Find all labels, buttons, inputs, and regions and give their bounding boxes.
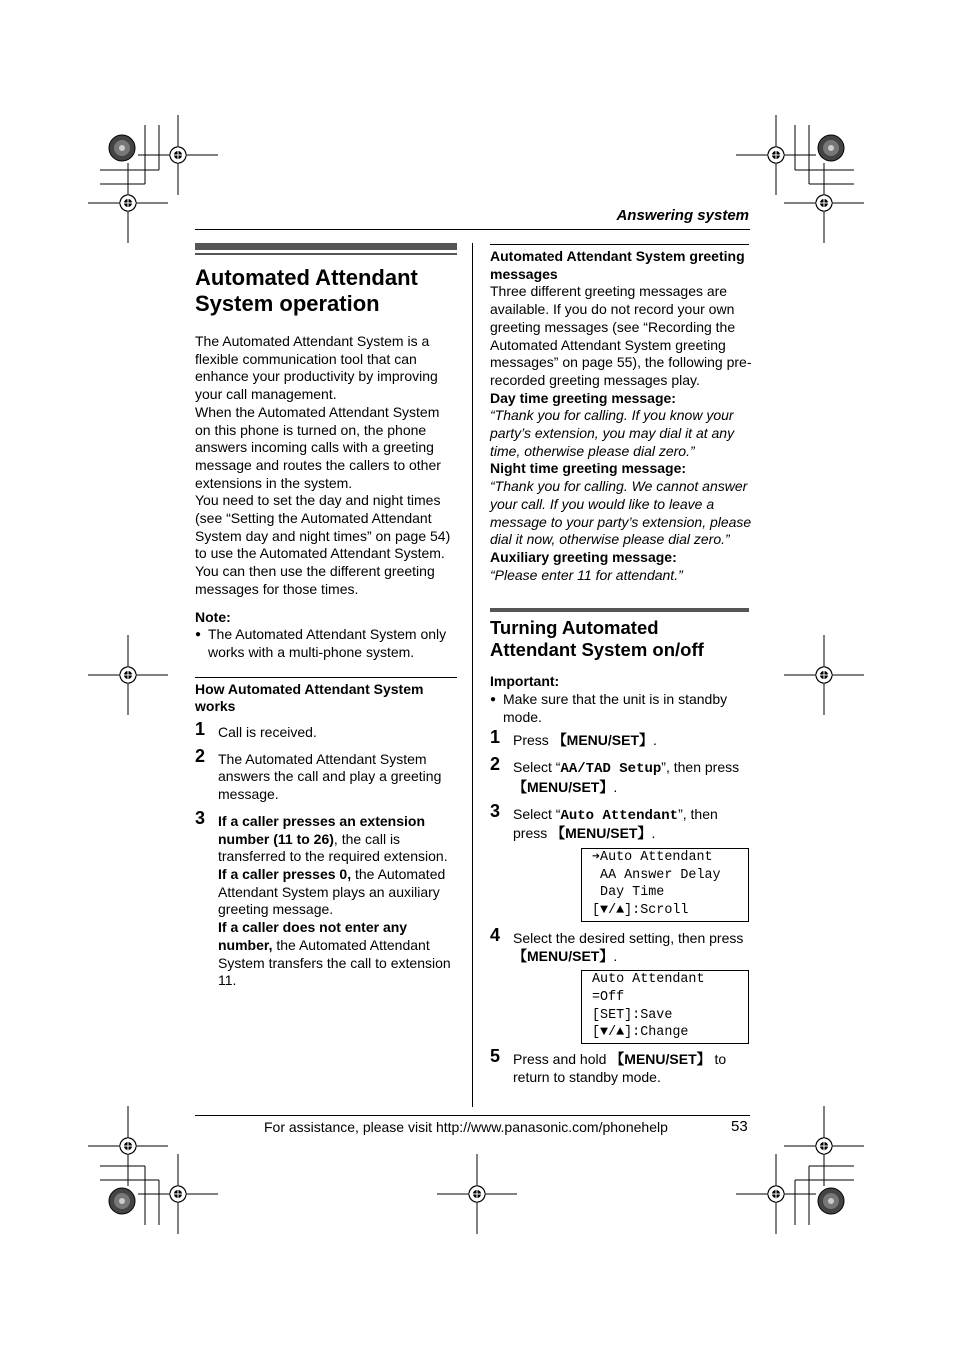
section-bar (490, 608, 749, 612)
section-title-line1: Turning Automated (490, 617, 659, 639)
step-number: 1 (490, 727, 501, 748)
crosshair-icon (88, 163, 168, 243)
header-rule (195, 229, 750, 230)
step-2 (195, 745, 457, 804)
step-number: 2 (195, 745, 206, 766)
greetings-heading: Automated Attendant System greeting messages (490, 244, 749, 283)
important-item: ● Make sure that the unit is in standby mode. (490, 691, 752, 726)
step-detail: , the call is transferred to the required extension. (218, 830, 448, 865)
menu-set-key: 【MENU/SET】 (551, 825, 652, 842)
aux-greeting-label: Auxiliary greeting message: (490, 548, 677, 565)
step-emphasis: If a caller presses 0, (218, 865, 352, 882)
footer-assistance: For assistance, please visit http://www.panasonic.com/phonehelp (264, 1119, 668, 1135)
step-text-part: . (653, 732, 657, 749)
step-text (513, 806, 752, 843)
step-text-part: to return to standby mode. (513, 1051, 727, 1085)
step-text (513, 759, 752, 796)
crosshair-icon (138, 1154, 218, 1234)
day-greeting-text: “Thank you for calling. If you know your party’s extension, you may dial it at any time, otherwise please dial zero.” (490, 407, 735, 459)
lcd-line: =Off (592, 989, 625, 1005)
crosshair-icon (88, 635, 168, 715)
step-number: 1 (195, 719, 206, 740)
step-text-part: Press and hold (513, 1051, 611, 1068)
note-label: Note: (195, 608, 231, 625)
intro-paragraph: When the Automated Attendant System on this phone is turned on, the phone answers incoming calls with a greeting message and routes the callers to other extensions in the system. (195, 403, 441, 491)
color-target-icon (818, 1188, 844, 1214)
night-greeting-text: “Thank you for calling. We cannot answer your call. If you would like to leave a message to your party’s extension, please dial it now, otherwise please dial zero.” (490, 478, 752, 548)
step-text-part: ”, then press (513, 805, 718, 842)
step-detail: the Automated Attendant System plays an auxiliary greeting message. (218, 865, 446, 918)
how-it-works-heading: How Automated Attendant System works (195, 677, 457, 716)
step-1 (195, 719, 457, 742)
step-text-part: Select “ (513, 759, 561, 776)
step-emphasis: If a caller does not enter any number, (218, 919, 408, 953)
lcd-line: Day Time (592, 885, 665, 901)
section-title-line2: Attendant System on/off (490, 639, 704, 661)
step-number: 2 (490, 754, 501, 775)
section-title-onoff (490, 617, 752, 661)
step-number: 3 (490, 800, 501, 821)
page-title-line2: System operation (195, 291, 380, 316)
step-text-part: . (613, 947, 618, 964)
lcd-line: Auto Attendant (592, 972, 705, 988)
menu-set-key: 【MENU/SET】 (610, 1051, 711, 1068)
step-text-part: Press (513, 732, 553, 749)
step-text (513, 1051, 752, 1086)
onoff-step-3 (490, 800, 752, 843)
lcd-line: AA Answer Delay (592, 867, 721, 883)
right-column (490, 244, 752, 1086)
step-text (513, 732, 752, 750)
step-text-part: Select the desired setting, then press (513, 929, 744, 946)
step-text (218, 866, 457, 919)
aux-greeting-text: “Please enter 11 for attendant.” (490, 566, 683, 583)
lcd-line: ➔Auto Attendant (592, 849, 713, 865)
lcd-line: [▼/▲]:Change (592, 1025, 689, 1041)
step-text (218, 919, 457, 990)
lcd-line: [SET]:Save (592, 1007, 673, 1023)
crosshair-icon (736, 115, 816, 195)
important-label: Important: (490, 673, 560, 690)
lcd-display-setting (581, 970, 749, 1044)
step-text: Call is received. (218, 724, 317, 741)
onoff-step-2 (490, 754, 752, 796)
night-greeting-label: Night time greeting message: (490, 460, 687, 477)
crosshair-icon (784, 163, 864, 243)
page-title-line1: Automated Attendant (195, 265, 418, 290)
column-divider (472, 243, 473, 1107)
onoff-step-4 (490, 924, 752, 965)
page-number: 53 (731, 1118, 748, 1135)
menu-set-key: 【MENU/SET】 (513, 778, 614, 795)
page-title (195, 265, 457, 317)
greetings-intro: Three different greeting messages are available. If you do not record your own greeting messages (see “Recording the Automated Attendant System greeting messages” on page 55), the following pre-recorded greeting messages play. (490, 283, 752, 388)
step-3 (195, 807, 457, 990)
step-number: 4 (490, 924, 501, 945)
crosshair-icon (736, 1154, 816, 1234)
step-text-part: ”, then press (661, 759, 740, 776)
step-text-part: Select “ (513, 805, 561, 822)
step-text-part: . (613, 778, 618, 795)
note-item: ● The Automated Attendant System only works with a multi-phone system. (195, 626, 457, 661)
crosshair-icon (138, 115, 218, 195)
color-target-icon (818, 135, 844, 161)
menu-set-key: 【MENU/SET】 (552, 732, 654, 749)
onoff-step-5 (490, 1046, 752, 1086)
menu-item-code: Auto Attendant (560, 807, 679, 824)
onoff-step-1 (490, 727, 752, 750)
color-target-icon (109, 135, 135, 161)
step-text (218, 813, 457, 866)
menu-set-key: 【MENU/SET】 (513, 947, 614, 964)
color-target-icon (109, 1188, 135, 1214)
step-detail: the Automated Attendant System transfers the call to extension 11. (218, 936, 451, 989)
lcd-line: [▼/▲]:Scroll (592, 903, 689, 919)
left-column (195, 243, 457, 990)
step-text: The Automated Attendant System answers the call and play a greeting message. (218, 750, 442, 803)
crosshair-icon (784, 1106, 864, 1186)
footer-rule (195, 1115, 750, 1116)
lcd-display-menu (581, 848, 749, 922)
step-number: 5 (490, 1046, 501, 1067)
day-greeting-label: Day time greeting message: (490, 389, 676, 406)
step-text (513, 930, 752, 965)
crosshair-icon (88, 1106, 168, 1186)
crosshair-icon (437, 1154, 517, 1234)
step-emphasis: If a caller presses an extension number (11 to 26) (218, 812, 425, 847)
menu-item-code: AA/TAD Setup (560, 761, 662, 778)
step-number: 3 (195, 807, 206, 828)
title-bar-thin (195, 253, 457, 255)
step-text-part: . (651, 825, 656, 842)
section-title: Answering system (616, 207, 749, 224)
intro-paragraph: The Automated Attendant System is a flexible communication tool that can enhance your productivity by improving your call management. (195, 333, 438, 403)
title-bar-thick (195, 243, 457, 250)
intro-paragraph: You need to set the day and night times (see “Setting the Automated Attendant System day and night times” on page 54) to use the Automated Attendant System. You can then use the different greeting messages for those times. (195, 492, 451, 597)
crosshair-icon (784, 635, 864, 715)
